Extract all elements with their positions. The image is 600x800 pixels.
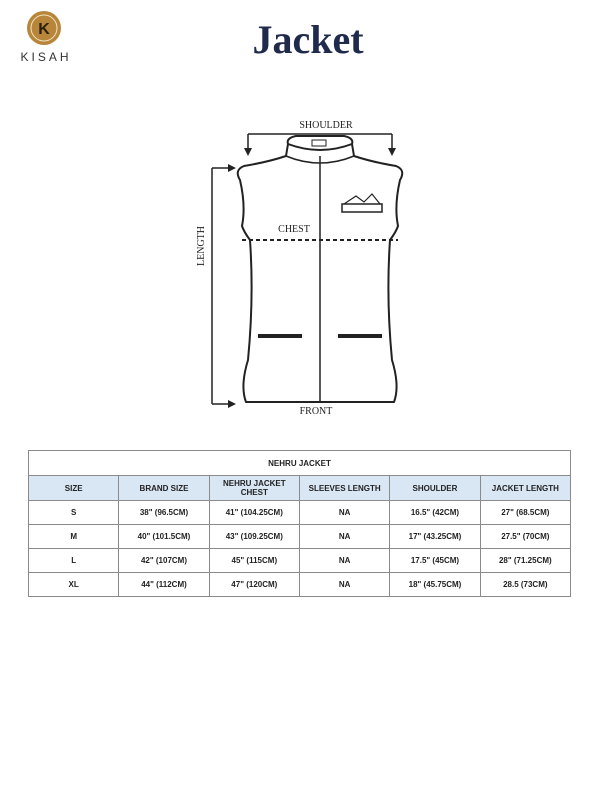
shoulder-label: SHOULDER (299, 120, 353, 131)
page-title: Jacket (252, 17, 364, 62)
column-header-brand-size: BRAND SIZE (119, 476, 209, 501)
cell-chest: 47" (120CM) (209, 573, 299, 597)
cell-size: XL (29, 573, 119, 597)
front-label: FRONT (299, 406, 333, 417)
length-arrow-bottom-head (228, 400, 236, 408)
table-caption: NEHRU JACKET (29, 451, 571, 476)
shoulder-arrow-left-head (244, 148, 252, 156)
right-pocket (338, 334, 382, 338)
left-pocket (258, 334, 302, 338)
cell-brand-size: 44" (112CM) (119, 573, 209, 597)
cell-jacket-length: 27.5" (70CM) (480, 525, 570, 549)
cell-size: M (29, 525, 119, 549)
column-header-shoulder: SHOULDER (390, 476, 480, 501)
cell-brand-size: 40" (101.5CM) (119, 525, 209, 549)
cell-size: S (29, 501, 119, 525)
cell-chest: 41" (104.25CM) (209, 501, 299, 525)
table-row (29, 573, 571, 597)
cell-brand-size: 42" (107CM) (119, 549, 209, 573)
chest-label: CHEST (278, 224, 310, 235)
table-row (29, 501, 571, 525)
cell-brand-size: 38" (96.5CM) (119, 501, 209, 525)
brand-name: KISAH (20, 50, 72, 64)
jacket-measurement-diagram (160, 108, 440, 418)
cell-jacket-length: 28" (71.25CM) (480, 549, 570, 573)
logo-letter: K (38, 21, 50, 38)
cell-shoulder: 17.5" (45CM) (390, 549, 480, 573)
cell-size: L (29, 549, 119, 573)
column-header-sleeves-length: SLEEVES LENGTH (299, 476, 389, 501)
table-caption-row (29, 451, 571, 476)
cell-jacket-length: 28.5 (73CM) (480, 573, 570, 597)
cell-sleeves-length: NA (299, 501, 389, 525)
length-arrow-top-head (228, 164, 236, 172)
table-header-row (29, 476, 571, 501)
cell-shoulder: 18" (45.75CM) (390, 573, 480, 597)
cell-shoulder: 16.5" (42CM) (390, 501, 480, 525)
table-row (29, 549, 571, 573)
cell-chest: 43" (109.25CM) (209, 525, 299, 549)
cell-sleeves-length: NA (299, 573, 389, 597)
column-header-jacket-length: JACKET LENGTH (480, 476, 570, 501)
cell-sleeves-length: NA (299, 549, 389, 573)
jacket-diagram-svg (160, 108, 440, 418)
length-label: LENGTH (196, 226, 207, 266)
cell-chest: 45" (115CM) (209, 549, 299, 573)
cell-sleeves-length: NA (299, 525, 389, 549)
column-header-chest: NEHRU JACKET CHEST (209, 476, 299, 501)
table-row (29, 525, 571, 549)
shoulder-arrow-right-head (388, 148, 396, 156)
column-header-size: SIZE (29, 476, 119, 501)
cell-jacket-length: 27" (68.5CM) (480, 501, 570, 525)
cell-shoulder: 17" (43.25CM) (390, 525, 480, 549)
size-chart-table (28, 450, 571, 597)
pocket-square (342, 204, 382, 212)
